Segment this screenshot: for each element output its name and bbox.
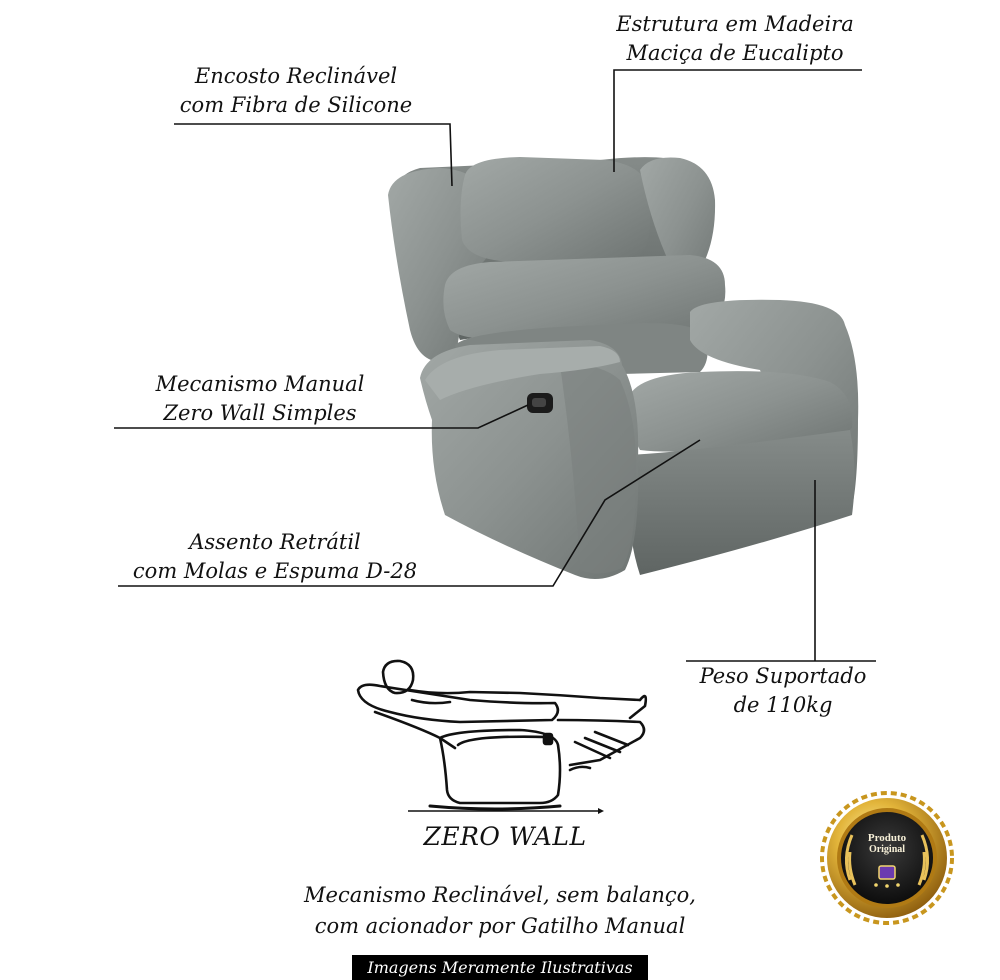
diagram-footrest xyxy=(558,720,644,765)
caption-line-2: com acionador por Gatilho Manual xyxy=(314,914,686,938)
feature-label-mechanism: Mecanismo Manual Zero Wall Simples xyxy=(155,372,365,425)
footer-disclaimer: Imagens Meramente Ilustrativas xyxy=(352,955,648,980)
chair-head-cushion xyxy=(461,157,651,263)
seal-product-icon xyxy=(879,866,895,879)
mechanism-caption xyxy=(290,880,710,942)
leader-line-structure xyxy=(614,70,862,172)
feature-label-backrest: Encosto Reclinável com Fibra de Silicone xyxy=(179,64,413,117)
zero-wall-diagram xyxy=(358,661,646,809)
diagram-chair-body xyxy=(440,730,560,803)
diagram-floor xyxy=(430,806,560,809)
seal-text xyxy=(835,833,939,855)
caption-line-1: Mecanismo Reclinável, sem balanço, xyxy=(304,883,696,907)
produto-original-seal xyxy=(822,793,952,923)
chair-footrest xyxy=(628,430,855,575)
seal-line-1: Produto xyxy=(867,832,907,844)
feature-label-structure: Estrutura em Madeira Maciça de Eucalipto xyxy=(616,12,854,65)
feature-label-weight: Peso Suportado de 110kg xyxy=(699,664,867,717)
zero-wall-title: ZERO WALL xyxy=(423,822,587,851)
recliner-chair xyxy=(388,157,858,579)
seal-line-2: Original xyxy=(868,844,906,855)
feature-label-seat: Assento Retrátil com Molas e Espuma D-28 xyxy=(132,530,418,583)
